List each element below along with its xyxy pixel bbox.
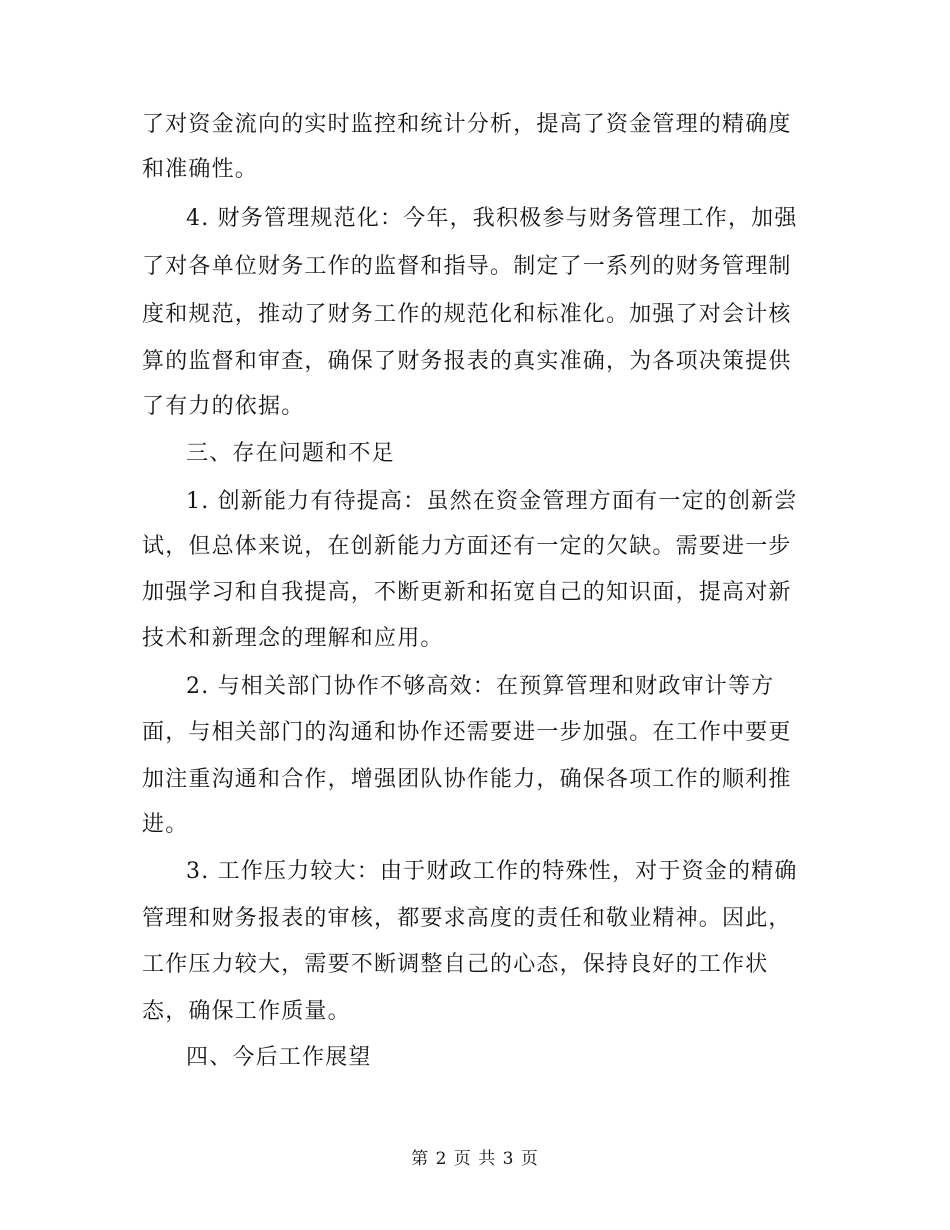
section-heading: 四、今后工作展望	[186, 1045, 372, 1070]
text-line: 4. 财务管理规范化：今年，我积极参与财务管理工作，加强	[186, 206, 798, 231]
text-line: 加注重沟通和合作，增强团队协作能力，确保各项工作的顺利推	[142, 767, 792, 792]
text-line: 管理和财务报表的审核，都要求高度的责任和敬业精神。因此，	[142, 906, 792, 931]
text-line: 进。	[142, 812, 189, 837]
text-line: 技术和新理念的理解和应用。	[142, 626, 444, 651]
text-line: 试，但总体来说，在创新能力方面还有一定的欠缺。需要进一步	[142, 534, 792, 559]
text-line: 了有力的依据。	[142, 394, 305, 419]
text-line: 面，与相关部门的沟通和协作还需要进一步加强。在工作中要更	[142, 720, 792, 745]
section-heading: 三、存在问题和不足	[186, 441, 395, 466]
text-line: 和准确性。	[142, 157, 259, 182]
text-line: 工作压力较大，需要不断调整自己的心态，保持良好的工作状	[142, 952, 769, 977]
page-number-footer: 第 2 页 共 3 页	[411, 1149, 539, 1169]
text-line: 3. 工作压力较大：由于财政工作的特殊性，对于资金的精确	[186, 859, 798, 884]
text-line: 2. 与相关部门协作不够高效：在预算管理和财政审计等方	[186, 674, 775, 699]
text-line: 度和规范，推动了财务工作的规范化和标准化。加强了对会计核	[142, 302, 792, 327]
text-line: 态，确保工作质量。	[142, 999, 351, 1024]
text-line: 加强学习和自我提高，不断更新和拓宽自己的知识面，提高对新	[142, 580, 792, 605]
text-line: 算的监督和审查，确保了财务报表的真实准确，为各项决策提供	[142, 349, 792, 374]
text-line: 了对各单位财务工作的监督和指导。制定了一系列的财务管理制	[142, 254, 792, 279]
text-line: 了对资金流向的实时监控和统计分析，提高了资金管理的精确度	[142, 112, 792, 137]
text-line: 1. 创新能力有待提高：虽然在资金管理方面有一定的创新尝	[186, 489, 798, 514]
